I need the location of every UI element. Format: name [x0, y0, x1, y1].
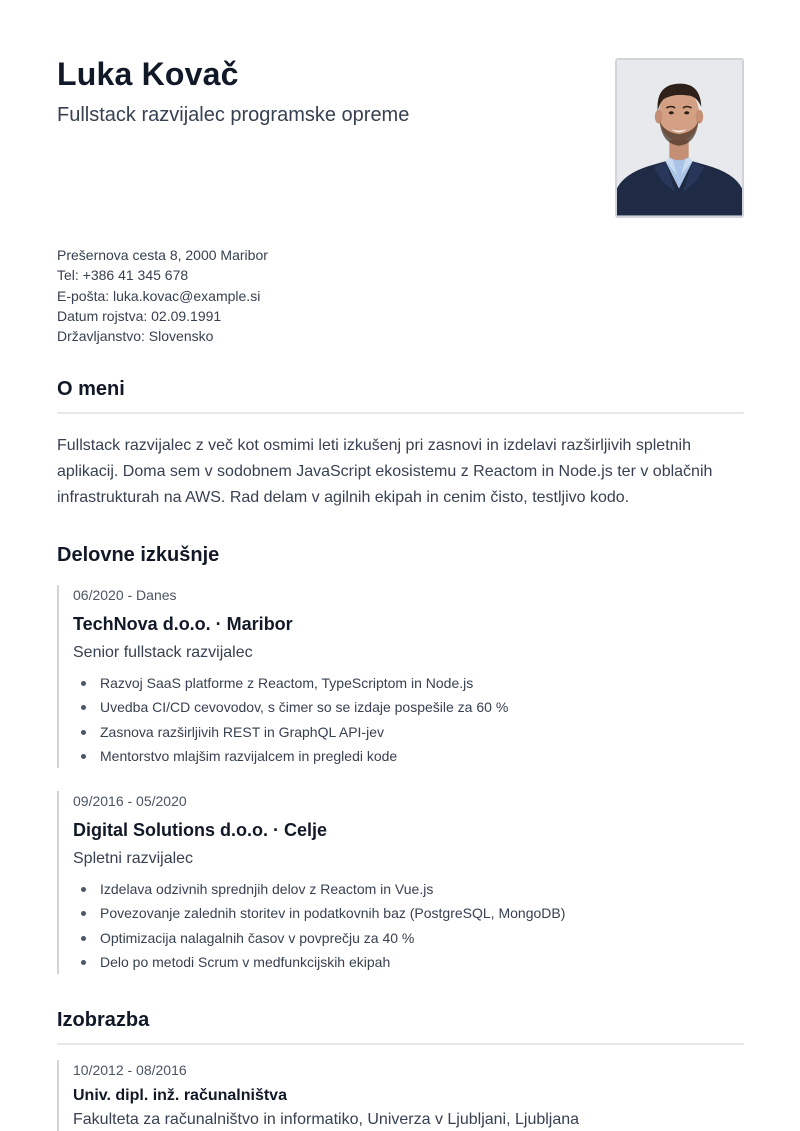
cv-page	[57, 0, 744, 1128]
job-bullet: Povezovanje zalednih storitev in podatkovnih baz (PostgreSQL, MongoDB)	[73, 901, 744, 925]
job-bullet: Razvoj SaaS platforme z Reactom, TypeScriptom in Node.js	[73, 671, 744, 695]
education-school: Fakulteta za računalništvo in informatiko, Univerza v Ljubljani, Ljubljana	[73, 1111, 580, 1128]
job-company: Digital Solutions d.o.o. · Celje	[73, 820, 328, 840]
job-bullet: Uvedba CI/CD cevovodov, s čimer so se izdaje pospešile za 60 %	[73, 695, 744, 719]
education-section	[57, 1009, 744, 1128]
job-role: Spletni razvijalec	[73, 850, 194, 867]
job-role: Senior fullstack razvijalec	[73, 644, 253, 661]
person-name: Luka Kovač	[57, 56, 239, 92]
job-entry	[57, 791, 744, 974]
education-entry	[57, 1060, 744, 1131]
contact-phone: Tel: +386 41 345 678	[57, 267, 189, 284]
job-entry	[57, 585, 744, 768]
about-text: Fullstack razvijalec z več kot osmimi leti izkušenj pri zasnovi in izdelavi razširljivih spletnih aplikacij. Doma sem v sodobnem JavaScript ekosistemu z Reactom in Node.js ter v oblačnih infrastrukturah na AWS. Rad delam v agilnih ekipah in cenim čisto, testljivo kodo.	[57, 437, 713, 506]
job-company: TechNova d.o.o. · Maribor	[73, 614, 293, 634]
experience-section	[57, 544, 744, 970]
job-period: 09/2016 - 05/2020	[73, 793, 187, 809]
contact-birthdate: Datum rojstva: 02.09.1991	[57, 307, 222, 324]
contact-citizenship: Državljanstvo: Slovensko	[57, 328, 214, 345]
contact-email: E-pošta: luka.kovac@example.si	[57, 287, 261, 304]
job-bullets	[73, 877, 744, 974]
experience-heading: Delovne izkušnje	[57, 544, 220, 566]
education-degree: Univ. dipl. inž. računalništva	[73, 1087, 287, 1104]
about-heading: O meni	[57, 378, 125, 400]
job-bullet: Delo po metodi Scrum v medfunkcijskih ekipah	[73, 950, 744, 974]
about-section	[57, 378, 744, 511]
job-bullet: Izdelava odzivnih sprednjih delov z Reactom in Vue.js	[73, 877, 744, 901]
job-bullet: Mentorstvo mlajšim razvijalcem in pregledi kode	[73, 744, 744, 768]
education-period: 10/2012 - 08/2016	[73, 1062, 187, 1078]
section-divider	[57, 1043, 744, 1045]
education-heading: Izobrazba	[57, 1009, 150, 1031]
section-divider	[57, 412, 744, 414]
job-bullets	[73, 671, 744, 768]
job-bullet: Optimizacija nalagalnih časov v povprečju za 40 %	[73, 926, 744, 950]
contact-address: Prešernova cesta 8, 2000 Maribor	[57, 247, 268, 263]
cv-header	[57, 0, 744, 240]
profile-photo	[615, 58, 744, 218]
contact-info	[57, 245, 268, 346]
job-period: 06/2020 - Danes	[73, 587, 177, 603]
job-title: Fullstack razvijalec programske opreme	[57, 104, 410, 126]
job-bullet: Zasnova razširljivih REST in GraphQL API-jev	[73, 720, 744, 744]
